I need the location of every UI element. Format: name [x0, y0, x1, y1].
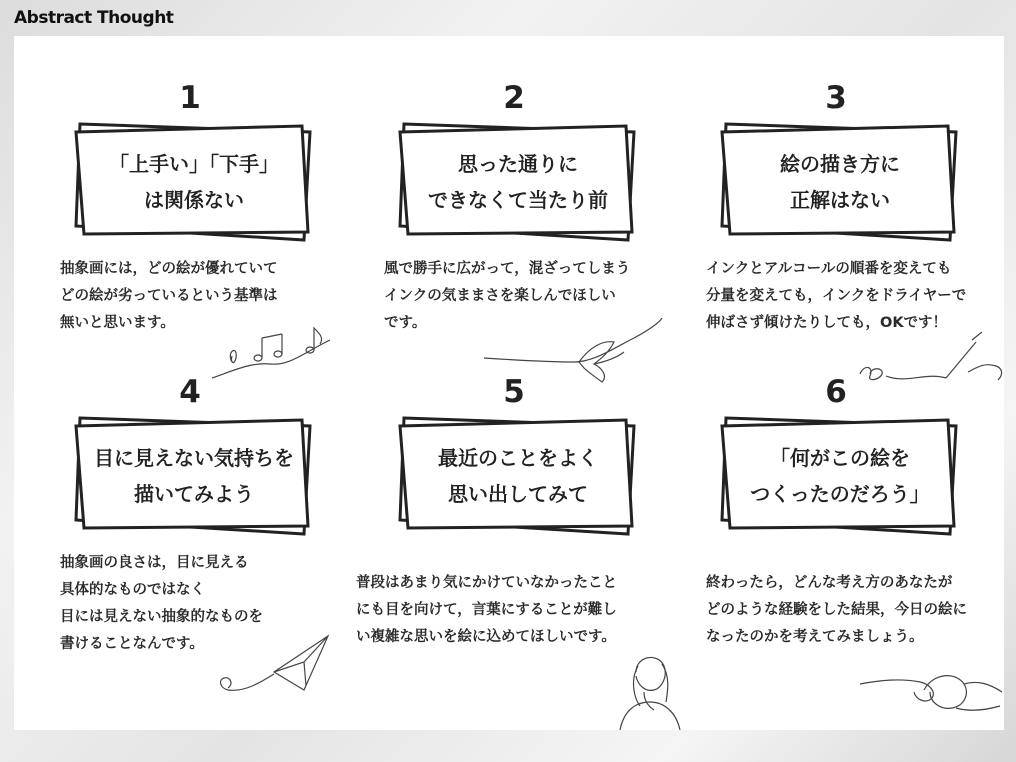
tip-body-line: 分量を変えても，インクをドライヤーで: [706, 288, 967, 304]
hands-icon: [860, 662, 1004, 716]
tip-title-line: 思い出してみて: [448, 482, 588, 506]
tip-number: 2: [503, 80, 525, 116]
title-frame: [74, 416, 314, 536]
paper-plane-icon: [214, 632, 334, 702]
tip-body-line: 抽象画には，どの絵が優れていて: [60, 261, 278, 277]
tip-title-line: 描いてみよう: [134, 482, 254, 506]
tip-body-line: 抽象画の良さは，目に見える: [60, 555, 249, 571]
title-frame: [398, 416, 638, 536]
tip-title-line: 正解はない: [790, 188, 890, 212]
title-frame: [398, 122, 638, 242]
tip-title-line: 最近のことをよく: [438, 446, 598, 470]
tip-title-line: つくったのだろう」: [750, 482, 930, 506]
tip-title-line: は関係ない: [144, 188, 244, 212]
title-frame: [720, 122, 960, 242]
tip-number: 3: [825, 80, 847, 116]
tip-title-line: 「何がこの絵を: [770, 446, 910, 470]
tip-body-line: です。: [384, 315, 427, 331]
logo: Abstract Thought: [14, 8, 174, 28]
hand-writing-icon: [856, 328, 1006, 388]
tip-body: [706, 570, 996, 651]
tip-body-line: 終わったら，どんな考え方のあなたが: [706, 575, 953, 591]
tip-number: 4: [179, 374, 201, 410]
tip-body-line: 書けることなんです。: [60, 636, 204, 652]
tip-body-line: インクとアルコールの順番を変えても: [706, 261, 952, 277]
tip-body-line: 伸ばさず傾けたりしても，OKです！: [706, 315, 948, 331]
content-sheet: [14, 36, 1004, 730]
tip-body-line: い複雑な思いを絵に込めてほしいです。: [356, 629, 616, 645]
tip-body: [356, 570, 676, 651]
music-notes-icon: [210, 322, 340, 382]
tip-card-6: [706, 374, 1016, 704]
tip-title-line: 目に見えない気持ちを: [94, 446, 294, 470]
tip-body-line: どの絵が劣っているという基準は: [60, 288, 278, 304]
thinking-person-icon: [610, 646, 690, 730]
tip-number: 6: [825, 374, 847, 410]
tip-body-line: インクの気ままさを楽しんでほしい: [384, 288, 616, 304]
bird-icon: [484, 318, 664, 398]
tip-body-line: どのような経験をした結果，今日の絵に: [706, 602, 967, 618]
tip-body-line: 無いと思います。: [60, 315, 175, 331]
tip-number: 5: [503, 374, 525, 410]
tip-body-line: なったのかを考えてみましょう。: [706, 629, 924, 645]
tip-body-line: 具体的なものではなく: [60, 582, 205, 598]
tip-title-line: 思った通りに: [458, 152, 578, 176]
tip-body-line: 普段はあまり気にかけていなかったこと: [356, 575, 617, 591]
tip-number: 1: [179, 80, 201, 116]
tip-body-line: にも目を向けて，言葉にすることが難し: [356, 602, 617, 618]
tip-body-line: 目には見えない抽象的なものを: [60, 609, 263, 625]
title-frame: [74, 122, 314, 242]
tip-title-line: 「上手い」「下手」: [109, 152, 279, 176]
title-frame: [720, 416, 960, 536]
tip-title-line: できなくて当たり前: [428, 188, 608, 212]
tip-body-line: 風で勝手に広がって，混ざってしまう: [384, 261, 631, 277]
tip-body: [706, 256, 996, 337]
tip-title-line: 絵の描き方に: [780, 152, 900, 176]
